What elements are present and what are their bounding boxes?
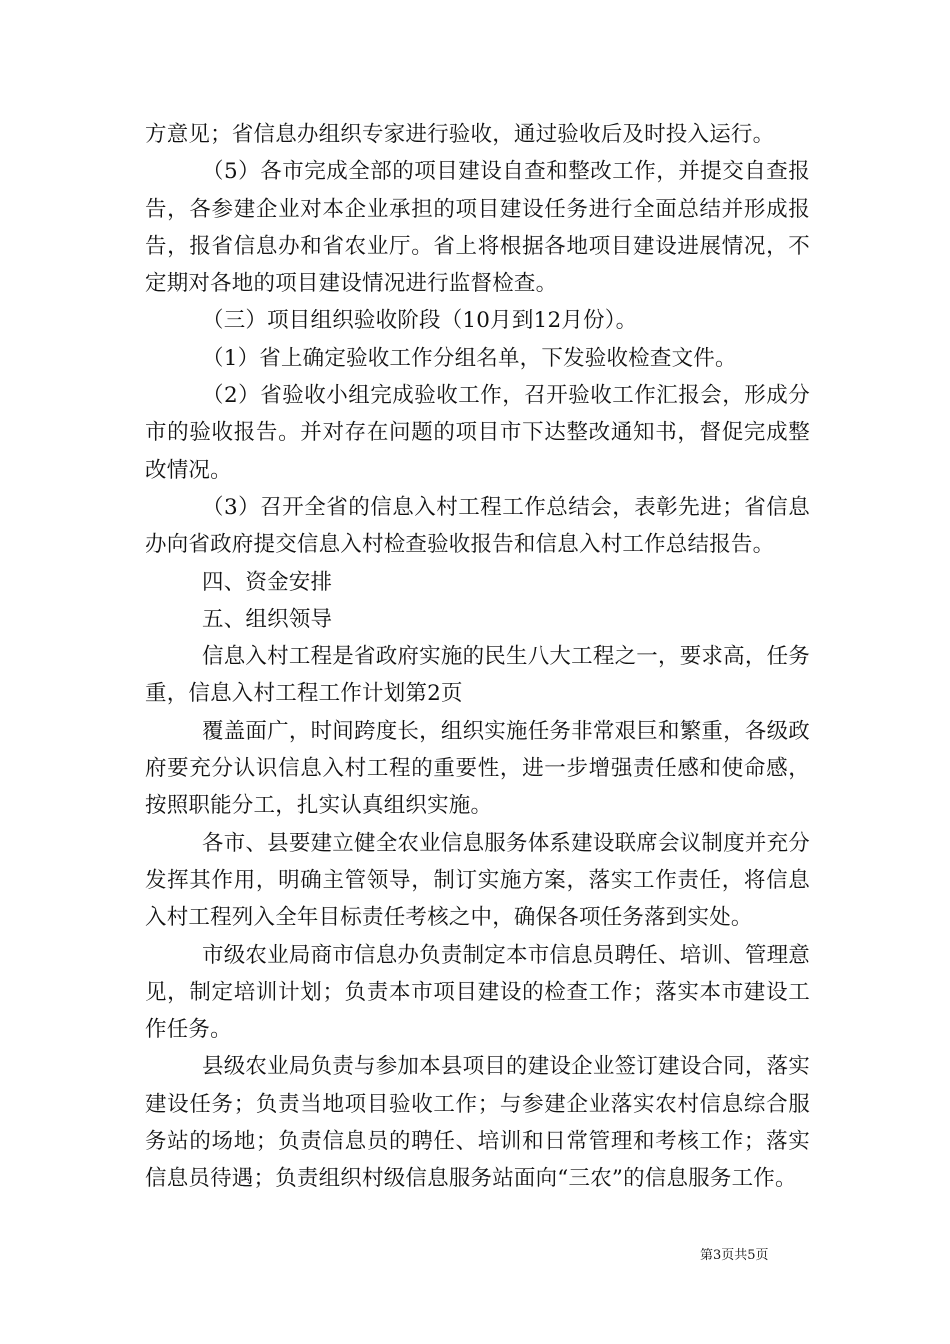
paragraph-item-3: （3）召开全省的信息入村工程工作总结会，表彰先进；省信息办向省政府提交信息入村检查验收报告和信息入村工作总结报告。 bbox=[145, 494, 810, 558]
paragraph-project-importance: 信息入村工程是省政府实施的民生八大工程之一，要求高，任务重，信息入村工程工作计划第2页 bbox=[145, 644, 810, 707]
paragraph-item-1: （1）省上确定验收工作分组名单，下发验收检查文件。 bbox=[202, 345, 737, 371]
paragraph-item-2: （2）省验收小组完成验收工作，召开验收工作汇报会，形成分市的验收报告。并对存在问题的项目市下达整改通知书，督促完成整改情况。 bbox=[145, 383, 810, 483]
paragraph-coverage: 覆盖面广，时间跨度长，组织实施任务非常艰巨和繁重，各级政府要充分认识信息入村工程的重要性，进一步增强责任感和使命感，按照职能分工，扎实认真组织实施。 bbox=[145, 718, 810, 819]
paragraph-continuation: 方意见；省信息办组织专家进行验收，通过验收后及时投入运行。 bbox=[145, 122, 775, 147]
paragraph-city-county-duties: 各市、县要建立健全农业信息服务体系建设联席会议制度并充分发挥其作用，明确主管领导，制订实施方案，落实工作责任，将信息入村工程列入全年目标责任考核之中，确保各项任务落到实处。 bbox=[145, 830, 810, 931]
section-heading-acceptance-stage: （三）项目组织验收阶段（10月到12月份）。 bbox=[202, 308, 638, 334]
document-body bbox=[145, 116, 810, 1198]
page-number: 第3页共5页 bbox=[700, 1248, 769, 1263]
paragraph-county-bureau-duties: 县级农业局负责与参加本县项目的建设企业签订建设合同，落实建设任务；负责当地项目验收工作；与参建企业落实农村信息综合服务站的场地；负责信息员的聘任、培训和日常管理和考核工作；落实信息员待遇；负责组织村级信息服务站面向“三农”的信息服务工作。 bbox=[145, 1054, 810, 1192]
section-heading-organization: 五、组织领导 bbox=[202, 606, 333, 632]
paragraph-city-bureau-duties: 市级农业局商市信息办负责制定本市信息员聘任、培训、管理意见，制定培训计划；负责本市项目建设的检查工作；落实本市建设工作任务。 bbox=[145, 942, 810, 1043]
paragraph-item-5: （5）各市完成全部的项目建设自查和整改工作，并提交自查报告，各参建企业对本企业承担的项目建设任务进行全面总结并形成报告，报省信息办和省农业厅。省上将根据各地项目建设进展情况，不定期对各地的项目建设情况进行监督检查。 bbox=[145, 159, 810, 297]
section-heading-funding: 四、资金安排 bbox=[202, 569, 333, 595]
